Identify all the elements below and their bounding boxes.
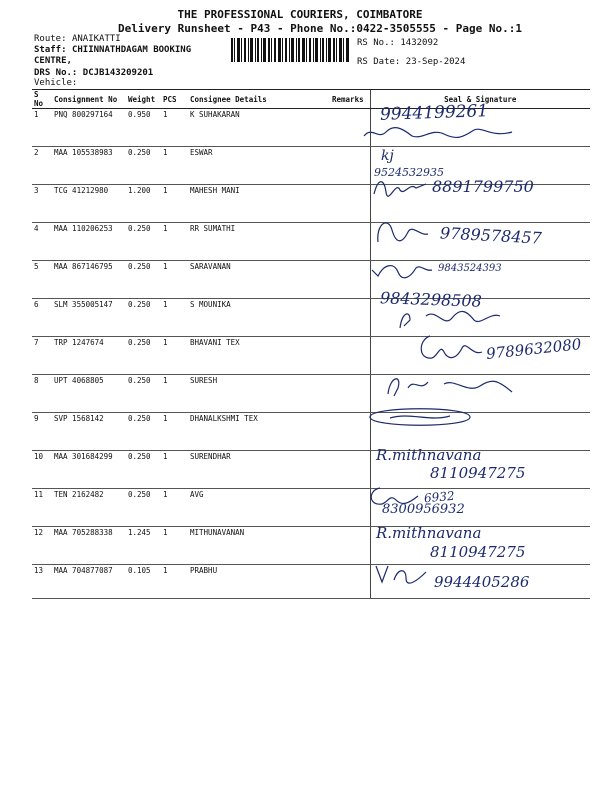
cell-remarks xyxy=(330,489,370,527)
cell-sno: 10 xyxy=(32,451,52,489)
staff-continuation: CENTRE, xyxy=(34,56,72,66)
company-name: THE PROFESSIONAL COURIERS, COIMBATORE xyxy=(177,8,423,21)
cell-consignment: MAA 704877087 xyxy=(52,565,126,599)
cell-consignee: SARAVANAN xyxy=(188,261,330,299)
signature-5 xyxy=(368,258,434,282)
cell-weight: 0.950 xyxy=(126,109,161,147)
handwritten-phone-10: 8110947275 xyxy=(430,464,526,482)
cell-weight: 0.250 xyxy=(126,261,161,299)
cell-weight: 1.245 xyxy=(126,527,161,565)
runsheet-title: Delivery Runsheet - P43 - Phone No.:0422-3505555 - Page No.:1 xyxy=(118,22,522,35)
cell-consignee: ESWAR xyxy=(188,147,330,185)
cell-remarks xyxy=(330,185,370,223)
handwritten-name-10: R.mithnavana xyxy=(376,446,482,464)
table-row xyxy=(32,261,590,299)
cell-pcs: 1 xyxy=(161,337,188,375)
handwritten-phone-11: 8300956932 xyxy=(382,502,465,517)
cell-pcs: 1 xyxy=(161,299,188,337)
rs-date-value: 23-Sep-2024 xyxy=(405,57,466,67)
cell-consignment: PNQ 800297164 xyxy=(52,109,126,147)
route-value: ANAIKATTI xyxy=(71,34,121,44)
cell-remarks xyxy=(330,337,370,375)
staff-value: CHIINNATHDAGAM BOOKING xyxy=(71,45,192,55)
cell-pcs: 1 xyxy=(161,413,188,451)
cell-consignment: TRP 1247674 xyxy=(52,337,126,375)
signature-4 xyxy=(372,214,432,248)
handwritten-name-12: R.mithnavana xyxy=(376,524,482,542)
cell-consignee: MAHESH MANI xyxy=(188,185,330,223)
cell-consignment: UPT 4068805 xyxy=(52,375,126,413)
cell-sno: 2 xyxy=(32,147,52,185)
cell-pcs: 1 xyxy=(161,147,188,185)
barcode-image xyxy=(231,38,349,62)
handwritten-initials-2: kj xyxy=(381,148,394,164)
handwritten-phone-1: 9944199261 xyxy=(379,101,489,125)
handwritten-phone-12: 8110947275 xyxy=(430,543,526,561)
staff-line: Staff: CHIINNATHDAGAM BOOKING xyxy=(34,45,192,55)
signature-6 xyxy=(396,306,506,332)
cell-weight: 0.250 xyxy=(126,413,161,451)
cell-sno: 11 xyxy=(32,489,52,527)
cell-pcs: 1 xyxy=(161,565,188,599)
rs-date-line: RS Date: 23-Sep-2024 xyxy=(357,57,466,67)
cell-remarks xyxy=(330,299,370,337)
handwritten-phone-7: 9789632080 xyxy=(485,335,583,363)
handwritten-phone-2: 9524532935 xyxy=(374,166,444,179)
cell-pcs: 1 xyxy=(161,109,188,147)
table-row xyxy=(32,413,590,451)
cell-remarks xyxy=(330,147,370,185)
handwritten-phone-13: 9944405286 xyxy=(434,573,530,591)
cell-sno: 4 xyxy=(32,223,52,261)
col-header-remarks: Remarks xyxy=(330,90,370,109)
vehicle-label: Vehicle: xyxy=(34,78,78,88)
cell-consignment: TCG 41212980 xyxy=(52,185,126,223)
cell-sno: 6 xyxy=(32,299,52,337)
cell-sno: 1 xyxy=(32,109,52,147)
cell-weight: 0.250 xyxy=(126,337,161,375)
cell-sno: 7 xyxy=(32,337,52,375)
signature-9 xyxy=(360,404,480,430)
cell-sno: 3 xyxy=(32,185,52,223)
col-header-weight: Weight xyxy=(126,90,161,109)
cell-remarks xyxy=(330,451,370,489)
cell-remarks xyxy=(330,527,370,565)
signature-7 xyxy=(416,330,486,366)
cell-consignment: MAA 705288338 xyxy=(52,527,126,565)
cell-consignee: BHAVANI TEX xyxy=(188,337,330,375)
cell-consignment: MAA 867146795 xyxy=(52,261,126,299)
cell-remarks xyxy=(330,565,370,599)
cell-pcs: 1 xyxy=(161,223,188,261)
cell-consignment: MAA 110206253 xyxy=(52,223,126,261)
cell-consignment: TEN 2162482 xyxy=(52,489,126,527)
table-header-row xyxy=(32,90,590,109)
drs-value: DCJB143209201 xyxy=(82,68,154,78)
handwritten-phone-5: 9843524393 xyxy=(438,263,502,274)
cell-pcs: 1 xyxy=(161,261,188,299)
table-row xyxy=(32,299,590,337)
cell-weight: 0.105 xyxy=(126,565,161,599)
table-row xyxy=(32,489,590,527)
cell-pcs: 1 xyxy=(161,527,188,565)
col-header-consignment: Consignment No xyxy=(52,90,126,109)
cell-consignee: PRABHU xyxy=(188,565,330,599)
cell-sno: 5 xyxy=(32,261,52,299)
cell-weight: 0.250 xyxy=(126,375,161,413)
col-header-sno: S No xyxy=(32,90,52,109)
cell-pcs: 1 xyxy=(161,451,188,489)
cell-weight: 1.200 xyxy=(126,185,161,223)
cell-sno: 12 xyxy=(32,527,52,565)
cell-pcs: 1 xyxy=(161,185,188,223)
cell-consignee: SURENDHAR xyxy=(188,451,330,489)
cell-weight: 0.250 xyxy=(126,299,161,337)
cell-sno: 8 xyxy=(32,375,52,413)
cell-weight: 0.250 xyxy=(126,489,161,527)
rs-no-value: 1432092 xyxy=(400,38,439,48)
cell-consignee: S MOUNIKA xyxy=(188,299,330,337)
cell-sno: 9 xyxy=(32,413,52,451)
handwritten-phone-11a: 6932 xyxy=(423,488,456,506)
rs-no-line: RS No.: 1432092 xyxy=(357,38,439,48)
col-header-signature: Seal & Signature xyxy=(370,90,590,109)
col-header-consignee: Consignee Details xyxy=(188,90,330,109)
handwritten-phone-4: 9789578457 xyxy=(439,223,543,248)
cell-weight: 0.250 xyxy=(126,147,161,185)
cell-consignment: SLM 355005147 xyxy=(52,299,126,337)
cell-consignee: MITHUNAVANAN xyxy=(188,527,330,565)
signature-1 xyxy=(362,124,522,142)
drs-line: DRS No.: DCJB143209201 xyxy=(34,68,154,78)
cell-consignee: AVG xyxy=(188,489,330,527)
cell-remarks xyxy=(330,261,370,299)
cell-sno: 13 xyxy=(32,565,52,599)
cell-pcs: 1 xyxy=(161,489,188,527)
handwritten-phone-3: 8891799750 xyxy=(432,177,534,196)
col-header-pcs: PCS xyxy=(161,90,188,109)
cell-weight: 0.250 xyxy=(126,223,161,261)
cell-consignee: K SUHAKARAN xyxy=(188,109,330,147)
cell-consignment: MAA 105538983 xyxy=(52,147,126,185)
route-line: Route: ANAIKATTI xyxy=(34,34,121,44)
cell-pcs: 1 xyxy=(161,375,188,413)
cell-remarks xyxy=(330,223,370,261)
cell-consignee: DHANALKSHMI TEX xyxy=(188,413,330,451)
cell-consignment: MAA 301684299 xyxy=(52,451,126,489)
signature-8 xyxy=(384,370,524,404)
signature-13 xyxy=(372,560,432,586)
cell-consignee: RR SUMATHI xyxy=(188,223,330,261)
cell-consignment: SVP 1568142 xyxy=(52,413,126,451)
handwritten-phone-6: 9843298508 xyxy=(379,288,483,311)
cell-consignee: SURESH xyxy=(188,375,330,413)
signature-3 xyxy=(370,174,430,200)
cell-weight: 0.250 xyxy=(126,451,161,489)
